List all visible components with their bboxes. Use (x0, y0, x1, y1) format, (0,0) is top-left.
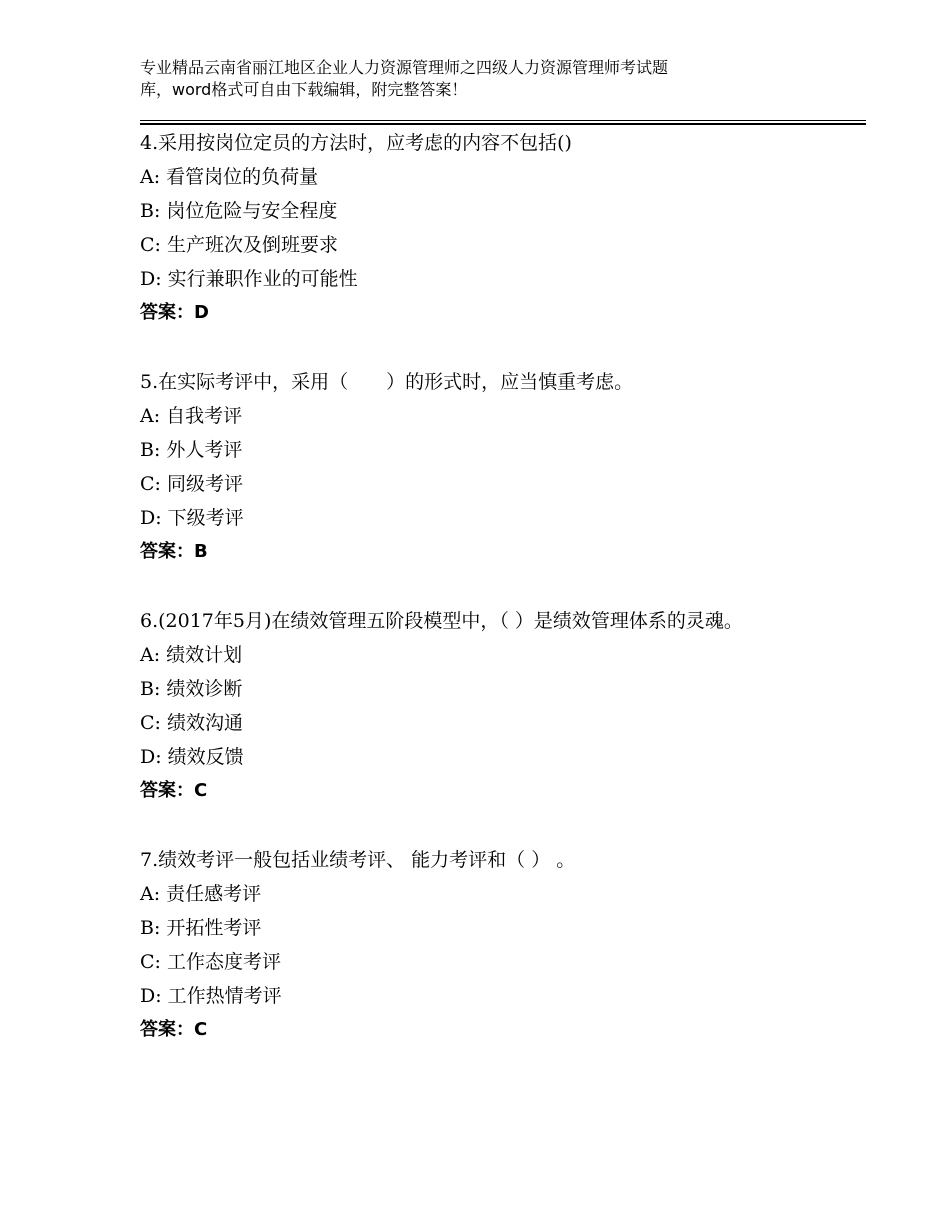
option-b: B: 开拓性考评 (140, 917, 262, 939)
question-5 (140, 365, 820, 569)
question-6 (140, 604, 820, 808)
option-d: D: 绩效反馈 (140, 746, 244, 768)
question-stem: 7.绩效考评一般包括业绩考评、 能力考评和（ ） 。 (140, 849, 576, 871)
option-c: C: 绩效沟通 (140, 712, 243, 734)
header-line-2: 库，word格式可自由下载编辑，附完整答案！ (140, 80, 468, 99)
question-stem: 6.(2017年5月)在绩效管理五阶段模型中，（ ）是绩效管理体系的灵魂。 (140, 610, 743, 632)
option-d: D: 下级考评 (140, 507, 244, 529)
header-rule-thin (140, 120, 866, 121)
answer-line: 答案：C (140, 1019, 208, 1040)
answer-line: 答案：C (140, 780, 208, 801)
option-c: C: 工作态度考评 (140, 951, 281, 973)
question-stem: 5.在实际考评中，采用（ ）的形式时，应当慎重考虑。 (140, 371, 634, 393)
option-c: C: 同级考评 (140, 473, 243, 495)
question-7 (140, 843, 820, 1047)
question-spacer (140, 808, 820, 843)
option-a: A: 绩效计划 (140, 644, 243, 666)
question-stem: 4.采用按岗位定员的方法时，应考虑的内容不包括() (140, 132, 572, 154)
option-b: B: 绩效诊断 (140, 678, 243, 700)
question-list (140, 126, 820, 1047)
answer-line: 答案：D (140, 302, 209, 323)
option-b: B: 外人考评 (140, 439, 243, 461)
question-4 (140, 126, 820, 330)
header-rule-thick (140, 123, 866, 125)
option-d: D: 实行兼职作业的可能性 (140, 268, 358, 290)
option-a: A: 看管岗位的负荷量 (140, 166, 319, 188)
option-c: C: 生产班次及倒班要求 (140, 234, 338, 256)
question-spacer (140, 569, 820, 604)
option-d: D: 工作热情考评 (140, 985, 282, 1007)
option-a: A: 责任感考评 (140, 883, 262, 905)
header-line-1: 专业精品云南省丽江地区企业人力资源管理师之四级人力资源管理师考试题 (140, 58, 669, 77)
option-a: A: 自我考评 (140, 405, 243, 427)
answer-line: 答案：B (140, 541, 208, 562)
option-b: B: 岗位危险与安全程度 (140, 200, 338, 222)
document-header (140, 57, 780, 101)
question-spacer (140, 330, 820, 365)
